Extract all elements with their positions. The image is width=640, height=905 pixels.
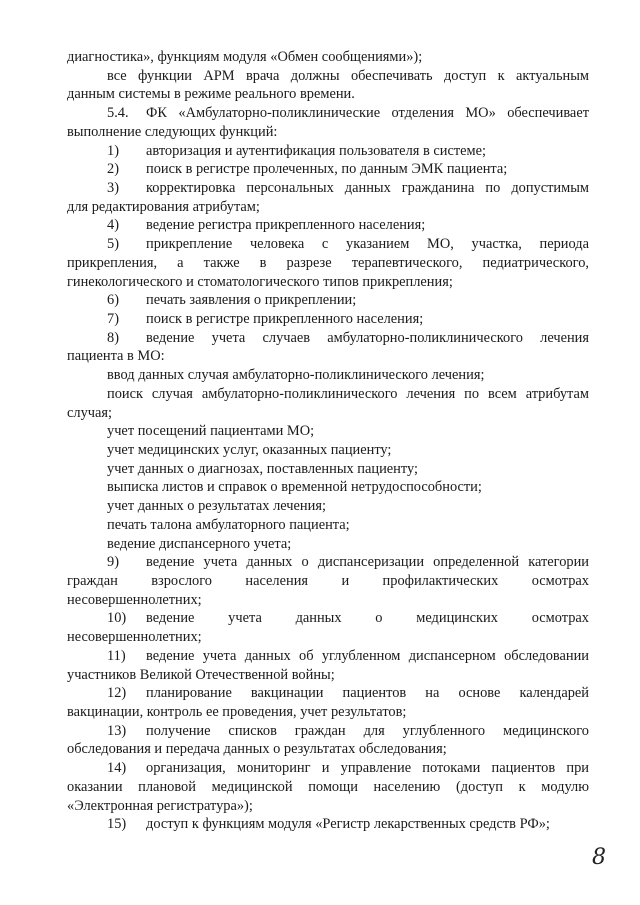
text-line: ввод данных случая амбулаторно-поликлинического лечения;: [107, 367, 485, 384]
text-line: учет данных о диагнозах, поставленных пациенту;: [107, 460, 418, 477]
item-number: 15): [107, 816, 127, 833]
item-number: 9): [107, 554, 119, 571]
text-line: несовершеннолетних;: [67, 629, 202, 646]
text-line: выполнение следующих функций:: [67, 123, 278, 140]
list-item-text: ведение регистра прикрепленного населения;: [146, 217, 426, 234]
text-line: ФК «Амбулаторно-поликлинические отделения МО» обеспечивает: [146, 105, 589, 122]
list-item-text: ведение учета случаев амбулаторно-поликлинического лечения: [146, 329, 589, 346]
item-number: 7): [107, 311, 119, 327]
section-number: 5.4.: [107, 105, 129, 122]
list-item-text: корректировка персональных данных гражданина по допустимым: [146, 180, 589, 196]
text-line: учет данных о результатах лечения;: [107, 498, 326, 515]
item-number: 3): [107, 180, 119, 196]
item-number: 4): [107, 217, 119, 234]
item-number: 8): [107, 329, 119, 346]
item-number: 13): [107, 722, 127, 739]
text-line: все функции АРМ врача должны обеспечивать доступ к актуальным: [107, 67, 589, 84]
text-line: для редактирования атрибутам;: [67, 198, 260, 215]
item-number: 11): [107, 647, 126, 664]
text-line: обследования и передача данных о результатах обследования;: [67, 741, 447, 758]
list-item-text: планирование вакцинации пациентов на основе календарей: [146, 685, 589, 702]
text-line: ведение диспансерного учета;: [107, 535, 292, 552]
item-number: 6): [107, 292, 119, 309]
list-item-text: поиск в регистре пролеченных, по данным ЭМК пациента;: [146, 161, 508, 178]
item-number: 5): [107, 236, 119, 253]
item-number: 1): [107, 142, 119, 159]
list-item-text: ведение учета данных о медицинских осмотрах: [146, 610, 589, 627]
text-line: прикрепления, а также в разрезе терапевтического, педиатрического,: [67, 254, 589, 271]
item-number: 2): [107, 161, 119, 178]
list-item-text: прикрепление человека с указанием МО, участка, периода: [146, 236, 589, 253]
text-line: случая;: [67, 404, 113, 421]
text-line: вакцинации, контроль ее проведения, учет результатов;: [67, 704, 407, 720]
page-number: 8: [592, 845, 606, 870]
list-item-text: печать заявления о прикреплении;: [146, 292, 357, 309]
item-number: 10): [107, 610, 127, 627]
list-item-text: получение списков граждан для углубленного медицинского: [146, 722, 589, 739]
text-line: граждан взрослого населения и профилактических осмотрах: [67, 573, 589, 589]
text-line: печать талона амбулаторного пациента;: [107, 516, 350, 533]
list-item-text: ведение учета данных об углубленном диспансерном обследовании: [146, 647, 589, 664]
list-item-text: авторизация и аутентификация пользователя в системе;: [146, 142, 487, 159]
text-line: поиск случая амбулаторно-поликлинического лечения по всем атрибутам: [107, 385, 589, 402]
text-line: данным системы в режиме реального времени.: [67, 86, 355, 103]
list-item-text: поиск в регистре прикрепленного населения;: [146, 311, 424, 327]
text-line: выписка листов и справок о временной нетрудоспособности;: [107, 479, 482, 496]
text-line: учет медицинских услуг, оказанных пациенту;: [107, 442, 392, 458]
item-number: 12): [107, 685, 127, 702]
list-item-text: доступ к функциям модуля «Регистр лекарственных средств РФ»;: [146, 816, 550, 833]
text-line: несовершеннолетних;: [67, 591, 202, 608]
list-item-text: организация, мониторинг и управление потоками пациентов при: [146, 760, 589, 777]
text-line: оказании плановой медицинской помощи населению (доступ к модулю: [67, 778, 589, 795]
text-line: учет посещений пациентами МО;: [107, 423, 315, 440]
text-line: пациента в МО:: [67, 348, 165, 365]
list-item-text: ведение учета данных о диспансеризации определенной категории: [146, 554, 589, 571]
text-line: «Электронная регистратура»);: [67, 797, 253, 814]
item-number: 14): [107, 760, 127, 777]
text-line: участников Великой Отечественной войны;: [67, 666, 335, 683]
text-line: гинекологического и стоматологического типов прикрепления;: [67, 273, 453, 290]
text-line: диагностика», функциям модуля «Обмен сообщениями»);: [67, 49, 423, 65]
